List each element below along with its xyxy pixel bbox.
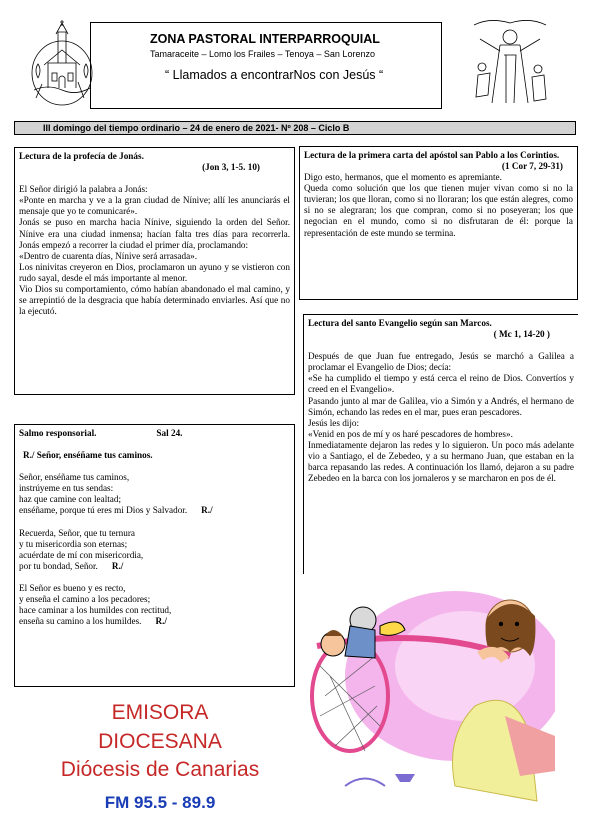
reading-jonah-paragraph: Vio Dios su comportamiento, cómo habían abandonado el mal camino, y se arrepintió de la desgracia que había determinado enviarles. Así que no la ejecutó. <box>19 284 290 317</box>
psalm-line: enseña su camino a los humildes. <box>19 616 142 627</box>
psalm-line: Recuerda, Señor, que tu ternura <box>19 527 135 538</box>
psalm-reference: Sal 24. <box>156 428 183 438</box>
zone-title: ZONA PASTORAL INTERPARROQUIAL <box>150 32 380 46</box>
radio-station-line: EMISORA <box>111 701 209 724</box>
reading-jonah-paragraph: «Ponte en marcha y ve a la gran ciudad de Nínive; allí les anunciarás el mensaje que yo te comunicaré». <box>19 195 290 217</box>
reading-corinthians-title: Lectura de la primera carta del apóstol san Pablo a los Corintios. <box>304 150 560 160</box>
psalm-line: Señor, enséñame tus caminos, <box>19 472 130 483</box>
reading-jonah-paragraph: Los ninivitas creyeron en Dios, proclamaron un ayuno y se vistieron con rudo sayal, desde el más importante al menor. <box>19 261 290 283</box>
reading-corinthians-reference: (1 Cor 7, 29-31) <box>501 161 563 172</box>
gospel-mark-paragraph: «Se ha cumplido el tiempo y está cerca el reino de Dios. Convertíos y creed en el Evangelio». <box>308 373 574 395</box>
reading-jonah-paragraph: «Dentro de cuarenta días, Nínive será arrasada». <box>19 250 198 261</box>
reading-jonah-paragraph: El Señor dirigió la palabra a Jonás: <box>19 184 148 195</box>
psalm-refrain-mark: R./ <box>201 505 213 516</box>
reading-corinthians-box <box>299 146 578 300</box>
psalm-line: enséñame, porque tú eres mi Dios y Salvador. <box>19 505 188 516</box>
parishes-line: Tamaraceite – Lomo los Frailes – Tenoya – San Lorenzo <box>150 49 375 59</box>
psalm-line: haz que camine con lealtad; <box>19 494 122 505</box>
motto: “ Llamados a encontrarNos con Jesús “ <box>165 68 384 82</box>
radio-frequencies: FM 95.5 - 89.9 <box>104 793 216 812</box>
reading-jonah-reference: (Jon 3, 1-5. 10) <box>202 162 260 173</box>
reading-jonah-box <box>14 147 295 395</box>
psalm-line: por tu bondad, Señor. <box>19 560 98 571</box>
gospel-mark-paragraph: Inmediatamente dejaron las redes y lo siguieron. Un poco más adelante vio a Santiago, el de Zebedeo, y a su hermano Juan, que estaban en la barca repasando las redes. A continuación los llamó, dejaron a su padre Zebedeo en la barca con los jornaleros y se marcharon en pos de él. <box>308 439 574 484</box>
psalm-line: acuérdate de mí con misericordia, <box>19 549 144 560</box>
gospel-mark-box <box>303 314 578 574</box>
gospel-mark-paragraph: «Venid en pos de mí y os haré pescadores de hombres». <box>308 428 513 439</box>
psalm-response: R./ Señor, enséñame tus caminos. <box>23 450 153 461</box>
psalm-refrain-mark: R./ <box>155 616 167 627</box>
radio-diocese-line: Diócesis de Canarias <box>60 758 260 781</box>
psalm-line: hace caminar a los humildes con rectitud, <box>19 605 172 616</box>
gospel-mark-reference: ( Mc 1, 14-20 ) <box>493 329 550 340</box>
jesus-disciples-drawing <box>470 15 550 107</box>
psalm-title: Salmo responsorial. <box>19 428 97 438</box>
psalm-box <box>14 424 295 687</box>
radio-station-line: DIOCESANA <box>98 730 222 753</box>
gospel-mark-paragraph: Después de que Juan fue entregado, Jesús se marchó a Galilea a proclamar el Evangelio de Dios; decía: <box>308 351 574 373</box>
fishers-of-men-illustration <box>305 586 555 816</box>
psalm-line: instrúyeme en tus sendas: <box>19 483 114 494</box>
church-logo <box>28 18 96 108</box>
psalm-line: El Señor es bueno y es recto, <box>19 582 126 593</box>
reading-corinthians-paragraph: Digo esto, hermanos, que el momento es apremiante. Queda como solución que los que tienen mujer vivan como si no la tuvieran; los que lloran, como si no lloraran; los que están alegres, como si no se alegraran; los que compran, como si no poseyeran; los que negocian en el mundo, como si no disfrutaran de él: porque la representación de este mundo se termina. <box>304 172 573 238</box>
reading-jonah-paragraph: Jonás se puso en marcha hacia Nínive, siguiendo la orden del Señor. Nínive era una ciudad inmensa; hacían falta tres días para recorrerla. Jonás empezó a recorrer la ciudad el primer día, proclamando: <box>19 217 290 250</box>
reading-jonah-title: Lectura de la profecía de Jonás. <box>19 151 144 161</box>
gospel-mark-paragraph: Jesús les dijo: <box>308 417 360 428</box>
liturgical-date-bar: III domingo del tiempo ordinario – 24 de enero de 2021- Nº 208 – Ciclo B <box>14 121 576 135</box>
psalm-line: y enseña el camino a los pecadores; <box>19 594 151 605</box>
gospel-mark-paragraph: Pasando junto al mar de Galilea, vio a Simón y a Andrés, el hermano de Simón, echando las redes en el mar, pues eran pescadores. <box>308 395 574 417</box>
gospel-mark-title: Lectura del santo Evangelio según san Marcos. <box>308 318 492 328</box>
psalm-refrain-mark: R./ <box>111 560 124 571</box>
psalm-line: y tu misericordia son eternas; <box>19 538 128 549</box>
